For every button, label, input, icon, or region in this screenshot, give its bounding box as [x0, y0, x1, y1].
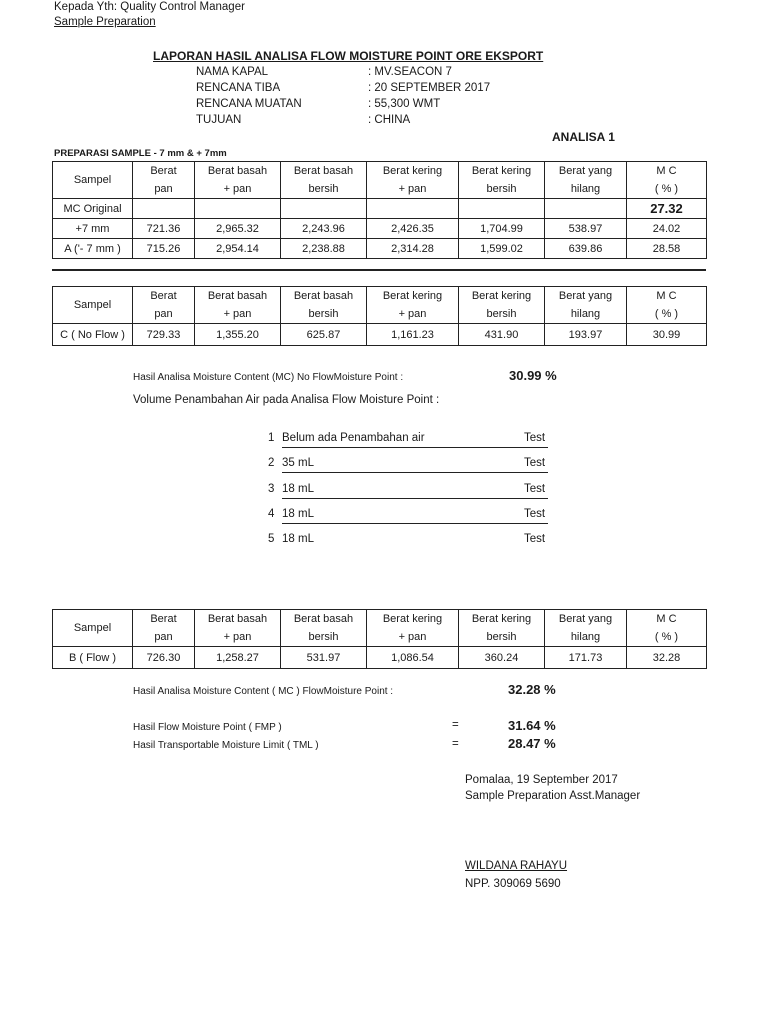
table-row: A ('- 7 mm ) 715.26 2,954.14 2,238.88 2,314.28 1,599.02 639.86 28.58 [53, 239, 707, 259]
col-kering-bersih: Berat kering bersih [459, 162, 545, 199]
info-value-ship: : MV.SEACON 7 [368, 66, 452, 78]
table-row: +7 mm 721.36 2,965.32 2,243.96 2,426.35 1,704.99 538.97 24.02 [53, 219, 707, 239]
noflow-table [52, 286, 707, 346]
list-item-no: 5 [268, 533, 275, 545]
col-basah-bersih: Berat basah bersih [281, 162, 367, 199]
info-label-ship: NAMA KAPAL [196, 66, 269, 78]
fmp-value: 31.64 % [508, 718, 556, 733]
prep-table [52, 161, 707, 259]
tml-value: 28.47 % [508, 736, 556, 751]
report-title: LAPORAN HASIL ANALISA FLOW MOISTURE POINT ORE EKSPORT [153, 49, 544, 63]
section-divider [52, 269, 706, 271]
list-item-desc: 18 mL [282, 533, 314, 545]
list-item-desc: 18 mL [282, 508, 314, 520]
flow-result-label: Hasil Analisa Moisture Content ( MC ) FlowMoisture Point : [133, 686, 394, 697]
prep-label: PREPARASI SAMPLE - 7 mm & + 7mm [54, 148, 227, 159]
info-label-destination: TUJUAN [196, 114, 242, 126]
place-date: Pomalaa, 19 September 2017 [465, 774, 618, 786]
recipient-line: Kepada Yth: Quality Control Manager [54, 1, 245, 13]
volume-label: Volume Penambahan Air pada Analisa Flow Moisture Point : [133, 394, 440, 406]
info-label-load: RENCANA MUATAN [196, 98, 302, 110]
col-kering-pan: Berat kering + pan [367, 162, 459, 199]
info-label-arrival: RENCANA TIBA [196, 82, 281, 94]
col-hilang: Berat yang hilang [545, 162, 627, 199]
info-value-arrival: : 20 SEPTEMBER 2017 [368, 82, 491, 94]
list-item-result: Test [524, 483, 546, 495]
col-mc: M C ( % ) [627, 162, 707, 199]
table-header [53, 162, 707, 199]
table-header: Sampel Berat pan Berat basah + pan Berat basah bersih Berat kering + pan Berat kering bersih Berat yang hilang M C ( % ) [53, 610, 707, 647]
fmp-equals: = [452, 719, 459, 731]
analysis-label: ANALISA 1 [552, 130, 615, 144]
info-value-destination: : CHINA [368, 114, 411, 126]
col-sampel: Sampel [53, 162, 133, 199]
list-item-no: 4 [268, 508, 275, 520]
department-label: Sample Preparation [54, 16, 156, 28]
signer-name: WILDANA RAHAYU [465, 860, 568, 872]
tml-label: Hasil Transportable Moisture Limit ( TML ) [133, 740, 319, 751]
list-item-no: 1 [268, 432, 275, 444]
list-underline [282, 472, 548, 473]
list-item-result: Test [524, 533, 546, 545]
list-item-desc: 35 mL [282, 457, 314, 469]
table-header: Sampel Berat pan Berat basah + pan Berat basah bersih Berat kering + pan Berat kering bersih Berat yang hilang M C ( % ) [53, 287, 707, 324]
list-item-result: Test [524, 432, 546, 444]
list-item-no: 3 [268, 483, 275, 495]
col-berat-pan: Berat pan [133, 162, 195, 199]
noflow-result-label: Hasil Analisa Moisture Content (MC) No FlowMoisture Point : [133, 372, 404, 383]
list-item-desc: Belum ada Penambahan air [282, 432, 425, 444]
flow-table [52, 609, 707, 669]
list-item-result: Test [524, 457, 546, 469]
list-item-result: Test [524, 508, 546, 520]
col-basah-pan: Berat basah + pan [195, 162, 281, 199]
tml-equals: = [452, 738, 459, 750]
list-underline [282, 498, 548, 499]
list-underline [282, 523, 548, 524]
list-item-no: 2 [268, 457, 275, 469]
table-row: B ( Flow ) 726.30 1,258.27 531.97 1,086.54 360.24 171.73 32.28 [53, 647, 707, 669]
flow-result-value: 32.28 % [508, 682, 556, 697]
signer-position: Sample Preparation Asst.Manager [465, 790, 641, 802]
table-row: MC Original 27.32 [53, 199, 707, 219]
list-item-desc: 18 mL [282, 483, 314, 495]
noflow-result-value: 30.99 % [509, 368, 557, 383]
fmp-label: Hasil Flow Moisture Point ( FMP ) [133, 722, 282, 733]
list-underline [282, 447, 548, 448]
signer-npp: NPP. 309069 5690 [465, 878, 561, 890]
table-row: C ( No Flow ) 729.33 1,355.20 625.87 1,161.23 431.90 193.97 30.99 [53, 324, 707, 346]
info-value-load: : 55,300 WMT [368, 98, 441, 110]
